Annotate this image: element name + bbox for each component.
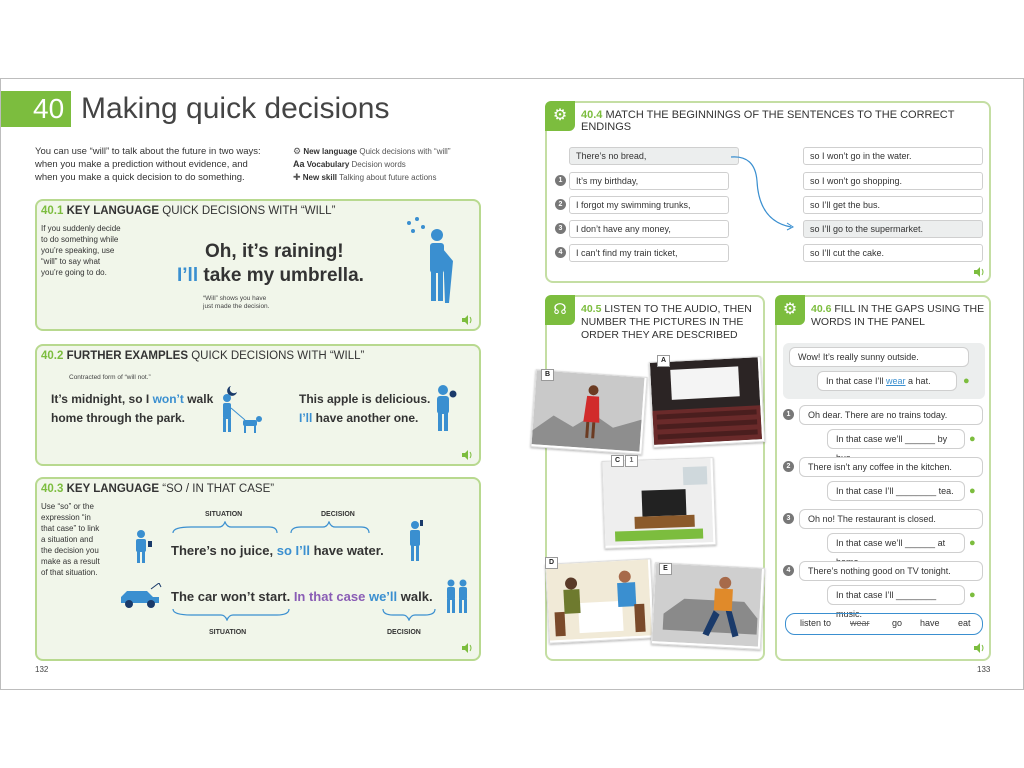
word-chip[interactable]: go — [892, 618, 903, 628]
beginning-2[interactable]: I forgot my swimming trunks, — [569, 196, 729, 214]
item-prompt: There isn’t any coffee in the kitchen. — [799, 457, 983, 477]
rain-umbrella-figure-icon — [403, 215, 463, 311]
item-number: 3 — [555, 223, 566, 234]
section-40-2 — [35, 344, 481, 466]
headphones-icon: ☊ — [553, 301, 567, 318]
item-number: 1 — [783, 409, 794, 420]
picture-d — [545, 558, 655, 643]
item-answer[interactable]: In that case I’ll ________ music. — [827, 585, 965, 605]
label-situation-bottom: SITUATION — [209, 629, 247, 636]
side-note: Use “so” or the expression “in that case” to link a situation and the decision you make as a result of that situation. — [41, 502, 100, 577]
item-answer[interactable]: In that case I’ll ________ tea. — [827, 481, 965, 501]
speech-icon: ● — [963, 375, 970, 387]
speech-icon: ● — [969, 537, 976, 549]
picture-b — [530, 369, 647, 455]
book-spread — [0, 78, 1024, 690]
juice-person-icon — [133, 529, 155, 565]
picture-label: C — [611, 455, 624, 467]
ending-0[interactable]: so I won’t go in the water. — [803, 147, 983, 165]
item-number: 4 — [783, 565, 794, 576]
example-1: It’s midnight, so I won’t walk home through the park. — [51, 392, 214, 425]
picture-e — [651, 562, 765, 650]
exercise-icon-box — [545, 295, 575, 325]
section-heading: 40.1 KEY LANGUAGE QUICK DECISIONS WITH “WILL” — [41, 205, 336, 217]
item-number: 3 — [783, 513, 794, 524]
picture-label: D — [545, 557, 558, 569]
label-decision-bottom: DECISION — [387, 629, 421, 636]
exercise-heading: 40.4 MATCH THE BEGINNINGS OF THE SENTENCES TO THE CORRECT ENDINGS — [581, 109, 955, 133]
brace-top — [171, 521, 393, 535]
example-in-that-case: The car won’t start. In that case we’ll walk. — [171, 589, 433, 604]
word-chip[interactable]: eat — [958, 618, 971, 628]
exercise-40-6 — [775, 295, 991, 661]
picture-a — [649, 356, 765, 448]
item-number: 2 — [555, 199, 566, 210]
label-situation-top: SITUATION — [205, 511, 243, 518]
puzzle-icon: ✚ — [293, 172, 301, 182]
word-chip[interactable]: have — [920, 618, 940, 628]
item-prompt: Oh dear. There are no trains today. — [799, 405, 983, 425]
item-number: 4 — [555, 247, 566, 258]
walking-couple-icon — [443, 579, 471, 615]
ending-3: so I’ll go to the supermarket. — [803, 220, 983, 238]
picture-number: 1 — [625, 455, 638, 467]
gears-icon: ⚙ — [552, 107, 568, 124]
example-line-2: I’ll take my umbrella. — [177, 265, 364, 286]
apple-person-icon — [433, 384, 459, 434]
brace-bottom — [171, 607, 441, 621]
exercise-40-5 — [545, 295, 765, 661]
picture-label: A — [657, 355, 670, 367]
section-40-3 — [35, 477, 481, 661]
example-so: There’s no juice, so I’ll have water. — [171, 543, 384, 558]
page-title: Making quick decisions — [81, 92, 390, 125]
beginning-1[interactable]: It’s my birthday, — [569, 172, 729, 190]
item-number: 1 — [555, 175, 566, 186]
water-person-icon — [405, 519, 427, 563]
word-panel — [785, 613, 983, 635]
unit-number: 40 — [33, 93, 65, 124]
section-heading: 40.3 KEY LANGUAGE “SO / IN THAT CASE” — [41, 483, 275, 495]
dog-walker-icon — [215, 382, 267, 436]
page-number-left: 132 — [35, 665, 49, 674]
match-line — [727, 151, 799, 231]
example-prompt: Wow! It’s really sunny outside. — [789, 347, 969, 367]
item-number: 2 — [783, 461, 794, 472]
label-decision-top: DECISION — [321, 511, 355, 518]
picture-c — [601, 457, 716, 549]
meta-list: ⚙ New language Quick decisions with “will” Aa Vocabulary Decision words ✚ New skill Talking about future actions — [293, 146, 451, 182]
intro-text: You can use “will” to talk about the future in two ways: when you make a prediction without evidence, and when you make a quick decision to do something. — [35, 146, 261, 183]
example-line-1: Oh, it’s raining! — [205, 241, 344, 262]
page-number-right: 133 — [977, 665, 991, 674]
annotation: “Will” shows you have just made the decision. — [203, 295, 270, 310]
item-answer[interactable]: In that case we’ll ______ by — [827, 429, 965, 449]
broken-car-icon — [117, 583, 163, 609]
audio-icon[interactable] — [461, 643, 473, 653]
item-prompt: There’s nothing good on TV tonight. — [799, 561, 983, 581]
word-chip[interactable]: listen to — [800, 618, 832, 628]
ending-4[interactable]: so I’ll cut the cake. — [803, 244, 983, 262]
audio-icon[interactable] — [461, 315, 473, 325]
section-heading: 40.2 FURTHER EXAMPLES QUICK DECISIONS WITH “WILL” — [41, 350, 365, 362]
side-note: If you suddenly decide to do something while you’re speaking, use “will” to say what you’re going to do. — [41, 224, 121, 277]
audio-icon[interactable] — [973, 267, 985, 277]
contraction-note: Contracted form of “will not.” — [69, 374, 151, 381]
exercise-icon-box — [775, 295, 805, 325]
exercise-icon-box — [545, 101, 575, 131]
speech-icon: ● — [969, 433, 976, 445]
section-40-1 — [35, 199, 481, 331]
picture-label: B — [541, 369, 554, 381]
beginning-0: There’s no bread, — [569, 147, 739, 165]
beginning-4[interactable]: I can’t find my train ticket, — [569, 244, 729, 262]
beginning-3[interactable]: I don’t have any money, — [569, 220, 729, 238]
exercise-heading: 40.6 FILL IN THE GAPS USING THE WORDS IN THE PANEL — [811, 303, 985, 328]
exercise-heading: 40.5 LISTEN TO THE AUDIO, THEN NUMBER THE PICTURES IN THE ORDER THEY ARE DESCRIBED — [581, 303, 752, 341]
example-answer: In that case I’ll wear a hat. — [817, 371, 957, 391]
word-chip-used: wear — [850, 618, 870, 628]
audio-icon[interactable] — [461, 450, 473, 460]
exercise-40-4 — [545, 101, 991, 283]
speech-icon: ● — [969, 589, 976, 601]
example-2: This apple is delicious. I’ll have another one. — [299, 392, 431, 425]
speech-icon: ● — [969, 485, 976, 497]
audio-icon[interactable] — [973, 643, 985, 653]
gears-icon: ⚙ — [293, 146, 302, 156]
ending-1[interactable]: so I won’t go shopping. — [803, 172, 983, 190]
ending-2[interactable]: so I’ll get the bus. — [803, 196, 983, 214]
item-answer[interactable]: In that case we’ll ______ at — [827, 533, 965, 553]
picture-label: E — [659, 563, 672, 575]
gears-icon: ⚙ — [782, 301, 798, 318]
aa-icon: Aa — [293, 159, 305, 169]
item-prompt: Oh no! The restaurant is closed. — [799, 509, 983, 529]
